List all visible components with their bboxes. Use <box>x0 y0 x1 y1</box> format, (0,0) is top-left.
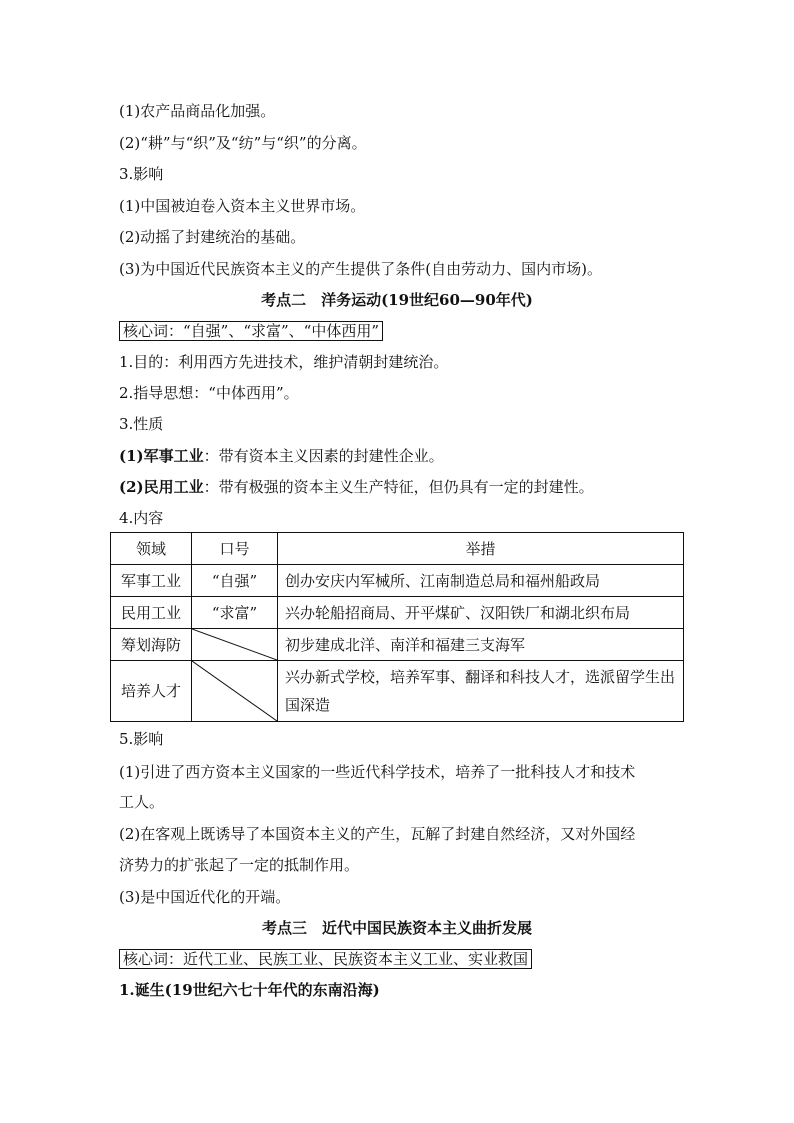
text-line: (3)为中国近代民族资本主义的产生提供了条件(自由劳动力、国内市场)。 <box>119 260 602 278</box>
text-line: 工人。 <box>119 793 165 811</box>
text-line: 1.目的：利用西方先进技术，维护清朝封建统治。 <box>119 353 449 371</box>
subheading: 3.性质 <box>119 415 164 433</box>
table-cell: 民用工业 <box>111 597 192 629</box>
text-line: (2)动摇了封建统治的基础。 <box>119 228 306 246</box>
text-line: (1)引进了西方资本主义国家的一些近代科学技术，培养了一批科技人才和技术 <box>119 763 636 781</box>
term-desc: ：带有极强的资本主义生产特征，但仍具有一定的封建性。 <box>203 478 594 496</box>
section-heading: 考点三 近代中国民族资本主义曲折发展 <box>261 919 532 937</box>
core-words-box: 核心词：近代工业、民族工业、民族资本主义工业、实业救国 <box>119 949 532 969</box>
table-row <box>111 597 684 629</box>
table-row <box>111 661 684 722</box>
table-row <box>111 565 684 597</box>
table-cell: 兴办轮船招商局、开平煤矿、汉阳铁厂和湖北织布局 <box>278 597 684 629</box>
term: (1)军事工业 <box>119 447 204 465</box>
subheading: 1.诞生(19世纪六七十年代的东南沿海) <box>119 981 380 999</box>
text-line: (1)中国被迫卷入资本主义世界市场。 <box>119 197 366 215</box>
table-row <box>111 629 684 661</box>
subheading: 3.影响 <box>119 165 164 183</box>
text-line: (2)“耕”与“织”及“纺”与“织”的分离。 <box>119 134 367 152</box>
table-cell: 军事工业 <box>111 565 192 597</box>
subheading: 5.影响 <box>119 730 164 748</box>
content-table <box>110 532 684 722</box>
core-words-box: 核心词：“自强”、“求富”、“中体西用” <box>119 321 383 341</box>
text-line: 济势力的扩张起了一定的抵制作用。 <box>119 856 360 874</box>
table-cell: 兴办新式学校，培养军事、翻译和科技人才，选派留学生出国深造 <box>278 661 684 722</box>
text-line: (3)是中国近代化的开端。 <box>119 888 291 906</box>
term: (2)民用工业 <box>119 478 204 496</box>
table-header: 举措 <box>278 533 684 565</box>
text-line: 2.指导思想：“中体西用”。 <box>119 384 299 402</box>
table-header: 口号 <box>192 533 278 565</box>
text-line: (1)农产品商品化加强。 <box>119 102 276 120</box>
section-heading: 考点二 洋务运动(19世纪60—90年代) <box>261 291 533 309</box>
diagonal-line <box>192 629 277 660</box>
text-line: (2)在客观上既诱导了本国资本主义的产生，瓦解了封建自然经济，又对外国经 <box>119 825 636 843</box>
table-cell: 初步建成北洋、南洋和福建三支海军 <box>278 629 684 661</box>
table-header-row <box>111 533 684 565</box>
diagonal-empty-cell <box>192 661 278 722</box>
table-cell: “求富” <box>192 597 278 629</box>
table-cell: 筹划海防 <box>111 629 192 661</box>
text-line <box>119 477 594 497</box>
subheading: 4.内容 <box>119 509 164 527</box>
table-header: 领域 <box>111 533 192 565</box>
diagonal-empty-cell <box>192 629 278 661</box>
term-desc: ：带有资本主义因素的封建性企业。 <box>203 447 444 465</box>
table-cell: “自强” <box>192 565 278 597</box>
text-line <box>119 446 444 466</box>
table-cell: 培养人才 <box>111 661 192 722</box>
diagonal-line <box>192 661 277 721</box>
table-cell: 创办安庆内军械所、江南制造总局和福州船政局 <box>278 565 684 597</box>
